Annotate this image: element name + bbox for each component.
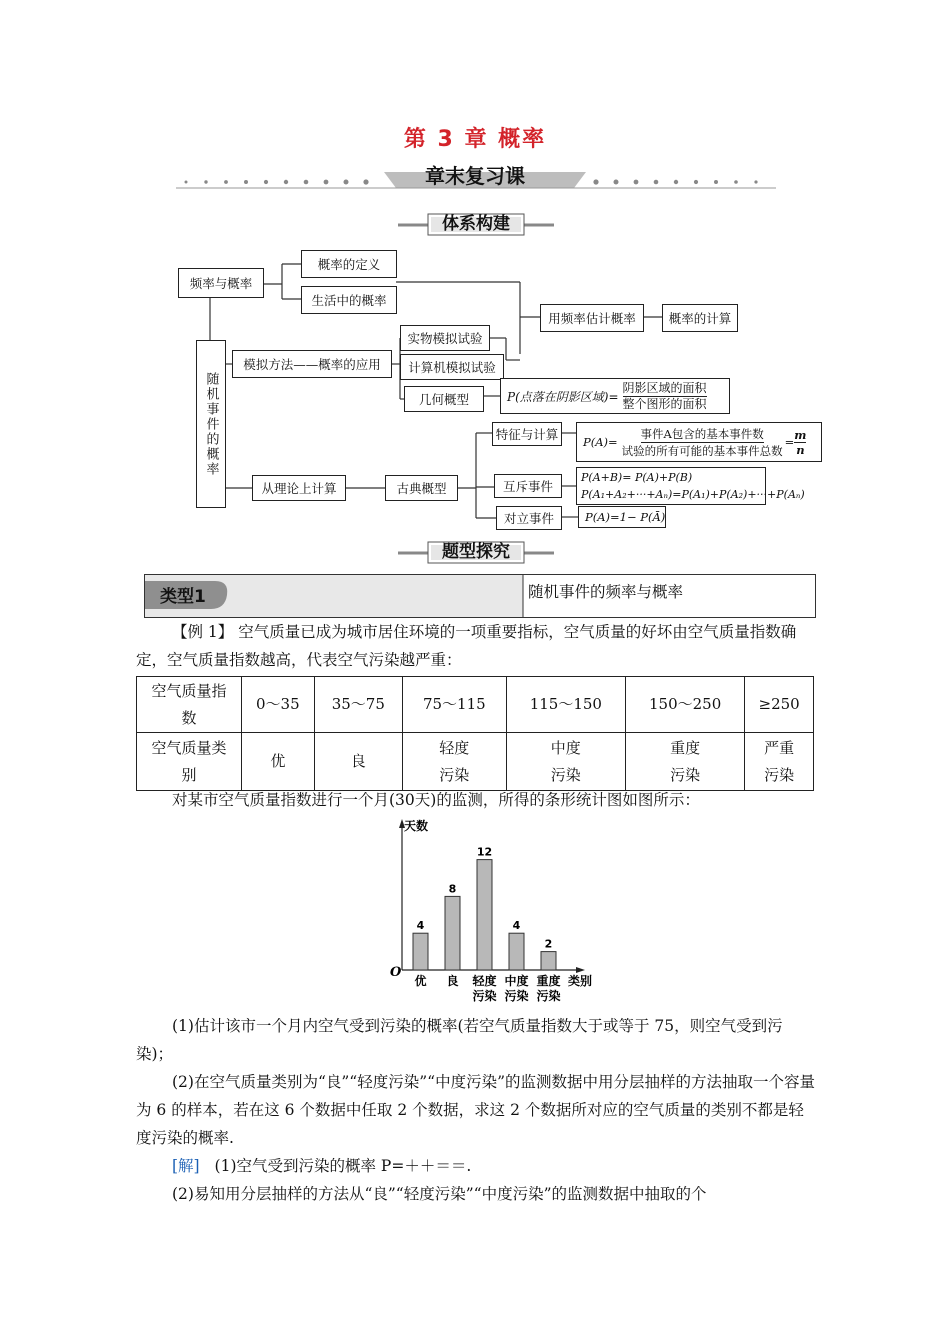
node-computer-sim: 计算机模拟试验 [400, 354, 504, 380]
x-axis-label: 类别 [568, 974, 593, 988]
features-mn [794, 428, 806, 457]
node-opposite-formula: P(A)=1− P(Ā) [578, 506, 666, 528]
table-cell: 0～35 [242, 677, 315, 733]
table-row2-head: 空气质量类别 [137, 733, 242, 791]
bar [413, 933, 428, 970]
table-cell: 75～115 [402, 677, 506, 733]
table-cell: 优 [242, 733, 315, 791]
banner-types: 题型探究 [442, 542, 510, 562]
node-opposite: 对立事件 [496, 506, 562, 530]
question-1: (1)估计该市一个月内空气受到污染的概率(若空气质量指数大于或等于 75，则空气受到污染)； [136, 1017, 783, 1063]
data-label: 12 [476, 845, 493, 859]
aqi-table [136, 676, 814, 791]
data-label: 4 [416, 919, 425, 933]
table-cell: 良 [314, 733, 402, 791]
node-features: 特征与计算 [492, 422, 562, 446]
example-after-table: 对某市空气质量指数进行一个月(30天)的监测，所得的条形统计图如图所示： [172, 791, 700, 809]
category-label: 污染 [472, 989, 497, 1003]
table-cell: 115～150 [506, 677, 625, 733]
geom-fraction [623, 381, 707, 412]
node-random-event-label: 随机事件的概率 [203, 371, 219, 477]
solution-2: (2)易知用分层抽样的方法从“良”“轻度污染”“中度污染”的监测数据中抽取的个 [172, 1185, 707, 1203]
category-label: 污染 [504, 989, 529, 1003]
node-physical-sim: 实物模拟试验 [400, 325, 490, 351]
chapter-title: 第 3 章 概率 [403, 127, 547, 152]
table-row1-head: 空气质量指数 [137, 677, 242, 733]
features-lhs: P(A)= [583, 435, 618, 449]
node-geom: 几何概型 [404, 386, 484, 412]
node-life-prob: 生活中的概率 [301, 286, 397, 314]
features-m: m [794, 427, 807, 442]
node-prob-calc: 概率的计算 [662, 304, 738, 332]
features-n: n [796, 442, 805, 457]
table-cell: 重度污染 [625, 733, 744, 791]
table-cell: 35～75 [314, 677, 402, 733]
bar [477, 860, 492, 970]
data-label: 4 [512, 919, 521, 933]
origin-label: O [390, 965, 402, 980]
features-fraction [622, 426, 783, 459]
node-geom-formula [500, 378, 730, 414]
category-label: 轻度 [472, 974, 497, 988]
bar-chart [380, 816, 610, 1006]
node-theory: 从理论上计算 [252, 475, 346, 501]
features-denominator: 试验的所有可能的基本事件总数 [621, 443, 783, 458]
type1-label: 类型1 [160, 587, 206, 607]
data-label: 8 [448, 882, 457, 896]
solution-1-text: (1)空气受到污染的概率 P=＋＋＝＝. [214, 1157, 472, 1175]
features-numerator: 事件A包含的基本事件数 [640, 426, 764, 441]
node-prob-def: 概率的定义 [301, 250, 397, 278]
node-mutex-formulas [576, 467, 805, 505]
geom-denominator: 整个图形的面积 [622, 396, 707, 411]
mutex-formula-2: P(A₁+A₂+···+Aₙ)=P(A₁)+P(A₂)+···+P(Aₙ) [581, 488, 805, 501]
category-label: 良 [446, 974, 459, 988]
table-cell: 中度污染 [506, 733, 625, 791]
category-label: 重度 [536, 974, 561, 988]
node-random-event [196, 340, 226, 508]
solution-1 [136, 1152, 818, 1180]
node-estimate: 用频率估计概率 [540, 304, 644, 332]
table-cell: 轻度污染 [402, 733, 506, 791]
node-mutex: 互斥事件 [494, 474, 562, 498]
node-features-formula: P(A)= 事件A包含的基本事件数 试验的所有可能的基本事件总数 = $\frac{m}{n}$ [576, 422, 822, 462]
node-sim-method: 模拟方法——概率的应用 [232, 350, 392, 378]
x-axis-arrow [576, 967, 585, 973]
y-axis-label: 天数 [404, 819, 429, 833]
type1-title: 随机事件的频率与概率 [528, 583, 684, 601]
table-cell: 严重污染 [745, 733, 814, 791]
geom-numerator: 阴影区域的面积 [622, 380, 707, 395]
node-freq-prob: 频率与概率 [178, 268, 264, 298]
banner-system: 体系构建 [442, 214, 510, 234]
data-label: 2 [544, 937, 553, 951]
bar [509, 933, 524, 970]
example-intro: 【例 1】 空气质量已成为城市居住环境的一项重要指标，空气质量的好坏由空气质量指数确定，空气质量指数越高，代表空气污染越严重： [136, 623, 797, 669]
solution-tag: [解] [172, 1157, 200, 1175]
mutex-formula-1: P(A+B)= P(A)+P(B) [581, 471, 693, 484]
category-label: 优 [414, 974, 427, 988]
bar [445, 896, 460, 970]
question-2: (2)在空气质量类别为“良”“轻度污染”“中度污染”的监测数据中用分层抽样的方法抽取一个容量为 6 的样本，若在这 6 个数据中任取 2 个数据，求这 2 个数据所对应的空气质量的类别不都是轻度污染的概率. [136, 1073, 816, 1147]
table-cell: ≥250 [745, 677, 814, 733]
category-label: 污染 [536, 989, 561, 1003]
geom-formula-lhs: P(点落在阴影区域)= [507, 389, 619, 404]
bar [541, 952, 556, 970]
section-title: 章末复习课 [425, 164, 525, 188]
node-classical: 古典概型 [385, 475, 458, 501]
table-cell: 150～250 [625, 677, 744, 733]
category-label: 中度 [504, 974, 529, 988]
